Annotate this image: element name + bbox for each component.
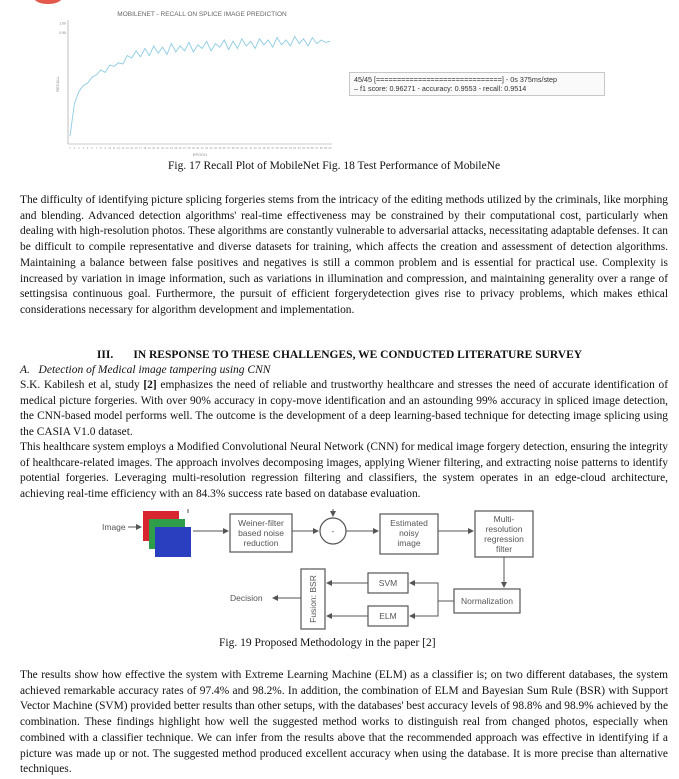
chart-xtick-label: 15 xyxy=(130,147,134,150)
chart-xtick-label: 26 xyxy=(178,147,182,150)
recall-chart xyxy=(52,4,335,160)
chart-xtick-label: 50 xyxy=(284,147,288,150)
recall-data-point xyxy=(197,44,198,45)
chart-xtick-label: 9 xyxy=(104,147,106,150)
chart-xtick-label: 11 xyxy=(112,147,116,150)
chart-xtick-label: 19 xyxy=(147,147,151,150)
test-performance-output xyxy=(349,72,605,96)
chart-xtick-label: 41 xyxy=(244,147,248,150)
recall-data-point xyxy=(242,38,243,39)
chart-xtick-label: 1 xyxy=(69,147,71,150)
recall-data-point xyxy=(109,65,110,66)
recall-data-point xyxy=(330,41,331,42)
subsection-heading xyxy=(20,364,270,376)
chart-xtick-label: 48 xyxy=(275,147,279,150)
recall-data-point xyxy=(171,43,172,44)
chart-xtick-label: 13 xyxy=(121,147,125,150)
recall-data-point xyxy=(219,47,220,48)
chart-xtick-label: 44 xyxy=(258,147,261,150)
chart-xtick-label: 36 xyxy=(222,147,226,150)
chart-xtick-label: 25 xyxy=(174,147,178,150)
recall-data-point xyxy=(246,46,247,47)
recall-data-point xyxy=(83,85,84,86)
recall-data-point xyxy=(206,41,207,42)
weiner-line-2: based noise xyxy=(238,528,284,538)
chart-xtick-label: 12 xyxy=(117,147,120,150)
chart-xtick-label: 29 xyxy=(191,147,195,150)
recall-data-point xyxy=(202,48,203,49)
recall-data-point xyxy=(264,44,265,45)
chart-xtick-label: 21 xyxy=(156,147,160,150)
section-heading xyxy=(0,349,679,361)
recall-data-point xyxy=(303,38,304,39)
chart-xtick-label: 46 xyxy=(266,147,270,150)
chart-xtick-label: 45 xyxy=(262,147,266,150)
recall-data-point xyxy=(136,50,137,51)
recall-data-point xyxy=(70,136,71,137)
recall-data-point xyxy=(321,40,322,41)
console-progress-line: 45/45 [==============================] - 0s 375ms/step xyxy=(354,75,558,84)
para2-post: emphasizes the need of reliable and trustworthy healthcare and stresses the need of accurate identification of medical picture forgeries. With over 90% accuracy in copy-move identification and an astounding 99% accuracy in spliced image detection, the CNN-based model performs well. The outcome is the development of a deep learning-based technique for detecting image splicing using the CASIA V1.0 dataset. xyxy=(20,379,668,439)
recall-data-point xyxy=(189,42,190,43)
elm-label: ELM xyxy=(379,611,397,621)
recall-data-point xyxy=(78,91,79,92)
recall-data-point xyxy=(74,103,75,104)
chart-xtick-label: 28 xyxy=(187,147,191,150)
recall-data-point xyxy=(224,40,225,41)
recall-data-point xyxy=(123,64,124,65)
chart-xtick-label: 31 xyxy=(200,147,204,150)
methodology-diagram-svg xyxy=(98,509,568,631)
multi-line-1: Multi- xyxy=(493,514,515,524)
recall-data-point xyxy=(294,36,295,37)
para2-pre: S.K. Kabilesh et al, study xyxy=(20,379,144,391)
recall-data-point xyxy=(316,43,317,44)
chart-xtick-label: 5 xyxy=(86,147,89,150)
recall-data-point xyxy=(87,83,88,84)
chart-xtick-label: 7 xyxy=(95,147,98,150)
recall-data-point xyxy=(277,37,278,38)
recall-data-point xyxy=(250,41,251,42)
section-title: IN RESPONSE TO THESE CHALLENGES, WE CONDUCTED LITERATURE SURVEY xyxy=(133,349,583,361)
recall-data-point xyxy=(114,66,115,67)
chart-xtick-label: 34 xyxy=(213,147,217,150)
subsection-title: Detection of Medical image tampering using CNN xyxy=(38,364,271,376)
paragraph-results: The results show how effective the system with Extreme Learning Machine (ELM) as a classifier is; on two different databases, the system achieved remarkable accuracy rates of 97.4% and 98.2%. In addition, the combination of ELM and Bayesian Sum Rule (BSR) with Support Vector Machine (SVM) provided better results than other setups, with the databases' best accuracy levels of 98.8% and 98.9% achieved by the combination. These findings highlight how well the suggested method works to distinguish real from changed photos, especially when combined with a classifier technique. We can infer from the results above that the recommended approach was effective in identifying if a picture was made up or not. The suggested method produced excellent accuracy when using the database. It is more precise than alternative techniques. xyxy=(20,669,668,776)
recall-data-point xyxy=(312,37,313,38)
chart-xtick-label: 20 xyxy=(152,147,156,150)
chart-xtick-label: 59 xyxy=(324,147,328,150)
chart-xtick-label: 22 xyxy=(161,147,164,150)
chart-xtick-label: 47 xyxy=(271,147,275,150)
chart-xtick-label: 30 xyxy=(196,147,200,150)
chart-xtick-label: 4 xyxy=(82,147,84,150)
recall-data-point xyxy=(228,49,229,50)
recall-series-line xyxy=(70,36,330,136)
recall-data-point xyxy=(272,47,273,48)
recall-data-point xyxy=(140,56,141,57)
chart-xtick-label: 33 xyxy=(209,147,213,150)
chart-xtick-label: 18 xyxy=(143,147,147,150)
chart-ylabel: RECALL xyxy=(55,76,60,92)
chart-xtick-label: 52 xyxy=(293,147,297,150)
chart-xtick-label: 56 xyxy=(310,147,314,150)
console-metrics-line: – f1 score: 0.96271 - accuracy: 0.9553 - recall: 0.9514 xyxy=(354,84,527,93)
recall-data-point xyxy=(105,72,106,73)
fig19-caption: Fig. 19 Proposed Methodology in the paper [2] xyxy=(219,637,436,649)
chart-xtick-label: 57 xyxy=(315,147,319,150)
recall-data-point xyxy=(233,41,234,42)
recall-data-point xyxy=(153,46,154,47)
recall-data-point xyxy=(162,47,163,48)
image-blue-channel xyxy=(155,527,191,557)
paragraph-challenges: The difficulty of identifying picture splicing forgeries stems from the intricacy of the editing methods utilized by the criminals, like morphing and blending. Advanced detection algorithms' real-time effectiveness may be constrained by their computational cost, particularly when dealing with high-resolution photos. These algorithms are constantly vulnerable to adversarial attacks, necessitating adaptable defenses. It can be difficult to compile representative and diverse datasets for training, which affects the creation and assessment of detection algorithms. Maintaining a balance between false positives and negatives is still a common problem and is essential for practical use. Complexity is increased by variation in image information, such as variations in illumination and compression, and maintaining generality over a range of settingsisa continuous goal. Furthermore, the pursuit of efficient forgerydetection gives rise to privacy problems, which makes ethical considerations necessary for algorithm development and implementation. xyxy=(20,194,668,316)
chart-xtick-label: 14 xyxy=(125,147,129,150)
citation-ref: [2] xyxy=(143,379,157,391)
methodology-diagram xyxy=(98,509,568,631)
recall-data-point xyxy=(215,43,216,44)
weiner-line-3: reduction xyxy=(243,538,279,548)
chart-xtick-label: 42 xyxy=(249,147,253,150)
recall-data-point xyxy=(145,48,146,49)
chart-xtick-label: 38 xyxy=(231,147,235,150)
paragraph-kabilesh xyxy=(20,378,668,441)
chart-xtick-label: 37 xyxy=(227,147,231,150)
weiner-line-1: Weiner-filter xyxy=(238,518,284,528)
recall-data-point xyxy=(100,70,101,71)
recall-data-point xyxy=(131,58,132,59)
recall-chart-svg xyxy=(52,4,335,160)
diagram-image-label: Image xyxy=(102,522,126,532)
recall-data-point xyxy=(255,48,256,49)
multi-line-3: regression xyxy=(484,534,524,544)
chart-xtick-label: 54 xyxy=(302,147,306,150)
estimated-line-2: noisy xyxy=(399,528,419,538)
recall-data-point xyxy=(96,74,97,75)
normalization-label: Normalization xyxy=(461,596,513,606)
recall-data-point xyxy=(184,50,185,51)
recall-data-point xyxy=(149,55,150,56)
recall-data-point xyxy=(268,40,269,41)
chart-xtick-label: 60 xyxy=(328,147,332,150)
chart-xtick-label: 10 xyxy=(108,147,112,150)
chart-xtick-label: 55 xyxy=(306,147,310,150)
chart-ytick-label: 0.95 xyxy=(59,31,66,35)
chart-xtick-label: 49 xyxy=(280,147,283,150)
recall-data-point xyxy=(118,62,119,63)
chart-xtick-label: 39 xyxy=(236,147,239,150)
recall-data-point xyxy=(158,53,159,54)
chart-xtick-label: 32 xyxy=(205,147,209,150)
chart-xtick-label: 3 xyxy=(78,147,80,150)
multi-line-4: filter xyxy=(495,544,513,554)
chart-xtick-label: 58 xyxy=(319,147,323,150)
multi-line-2: resolution xyxy=(485,524,523,534)
chart-xtick-label: 2 xyxy=(73,147,76,150)
recall-data-point xyxy=(325,42,326,43)
estimated-line-3: image xyxy=(397,538,421,548)
chart-ytick-label: 1.00 xyxy=(59,21,66,26)
subtract-symbol: - xyxy=(331,526,335,536)
chart-xtick-label: 51 xyxy=(288,147,292,150)
recall-data-point xyxy=(180,46,181,47)
chart-xtick-label: 24 xyxy=(169,147,173,150)
fusion-bsr-label: Fusion: BSR xyxy=(308,575,318,623)
chart-title: MOBILENET - RECALL ON SPLICE IMAGE PREDICTION xyxy=(117,11,287,18)
recall-data-point xyxy=(127,55,128,56)
chart-xtick-label: 40 xyxy=(240,147,244,150)
chart-xtick-label: 43 xyxy=(253,147,257,150)
decision-label: Decision xyxy=(230,593,263,603)
chart-xlabel: EPOCH xyxy=(192,152,208,157)
recall-data-point xyxy=(167,54,168,55)
chart-xtick-label: 8 xyxy=(100,147,102,150)
recall-data-point xyxy=(193,52,194,53)
recall-data-point xyxy=(290,46,291,47)
chart-xtick-label: 17 xyxy=(139,147,142,150)
recall-data-point xyxy=(308,46,309,47)
paragraph-healthcare-system: This healthcare system employs a Modified Convolutional Neural Network (CNN) for medical image forgery detection, ensuring the integrity of healthcare-related images. The approach involves decomposing images, applying Wiener filtering, and extracting noise patterns to identify potential forgeries. Leveraging multi-resolution regression filtering and classifiers, the system operates in an edge-cloud architecture, achieving real-time efficiency with an 84.3% success rate based on database evaluation. xyxy=(20,441,668,501)
recall-data-point xyxy=(237,48,238,49)
fig17-caption: Fig. 17 Recall Plot of MobileNet Fig. 18 Test Performance of MobileNe xyxy=(168,160,501,172)
chart-xtick-label: 53 xyxy=(297,147,301,150)
recall-data-point xyxy=(286,40,287,41)
recall-data-point xyxy=(281,44,282,45)
chart-xtick-label: 23 xyxy=(165,147,169,150)
recall-data-point xyxy=(211,50,212,51)
svm-label: SVM xyxy=(378,578,398,588)
chart-xtick-label: 16 xyxy=(134,147,138,150)
subsection-letter: A. xyxy=(20,364,30,376)
recall-data-point xyxy=(175,52,176,53)
estimated-line-1: Estimated xyxy=(390,518,428,528)
chart-xtick-label: 6 xyxy=(91,147,93,150)
chart-xtick-label: 27 xyxy=(183,147,187,150)
recall-data-point xyxy=(299,43,300,44)
recall-data-point xyxy=(259,38,260,39)
chart-xtick-label: 35 xyxy=(218,147,222,150)
recall-data-point xyxy=(92,77,93,78)
section-number: III. xyxy=(96,349,114,361)
